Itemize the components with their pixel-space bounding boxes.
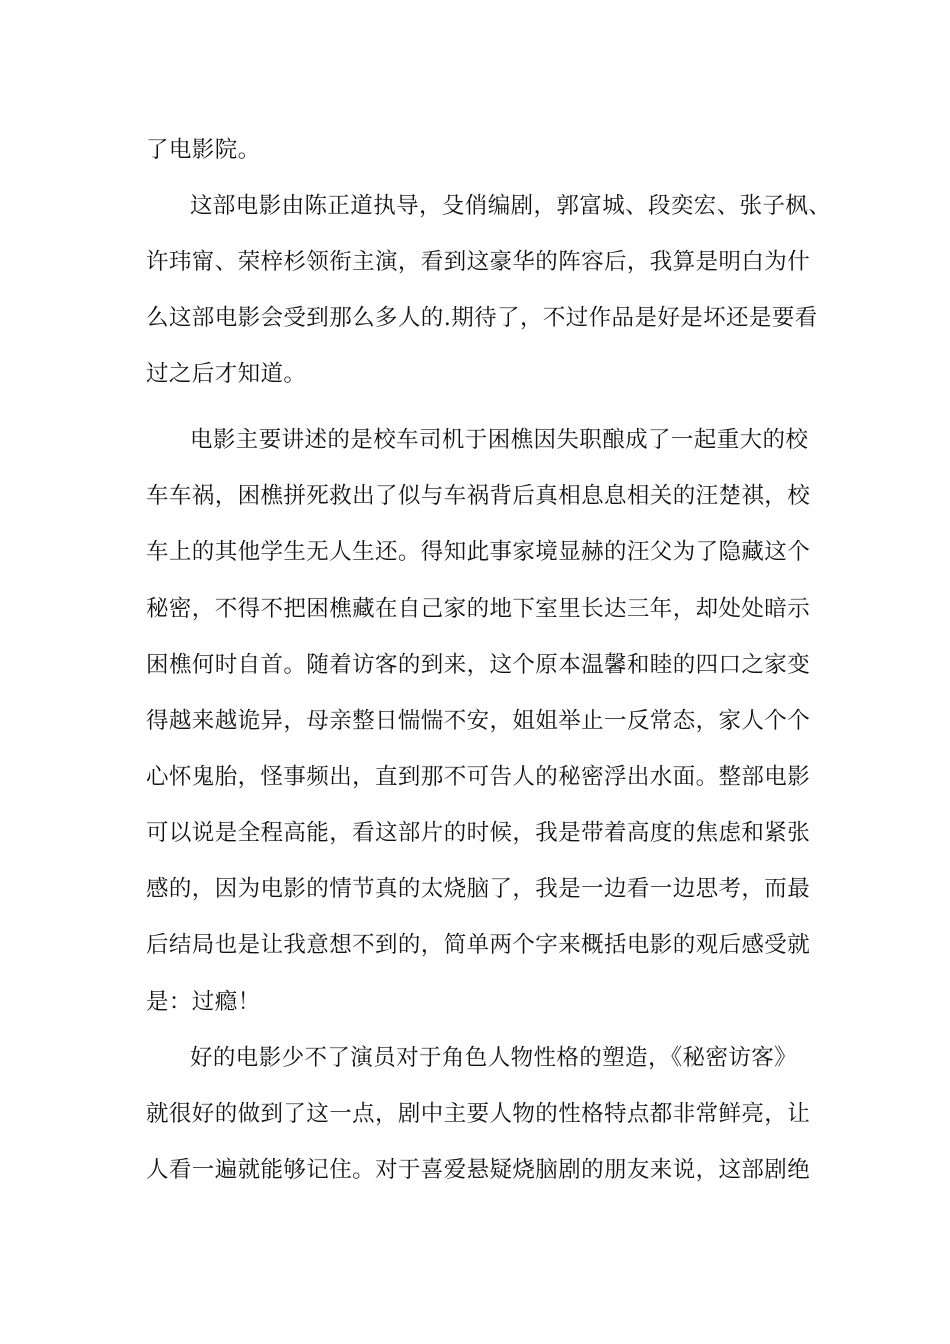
text-line: 人看一遍就能够记住。对于喜爱悬疑烧脑剧的朋友来说，这部剧绝: [146, 1157, 811, 1183]
text-line: 过之后才知道。: [146, 361, 307, 387]
paragraph-first-line: 好的电影少不了演员对于角色人物性格的塑造，《秘密访客》: [190, 1045, 798, 1071]
text-line: 得越来越诡异，母亲整日惴惴不安，姐姐举止一反常态，家人个个: [146, 708, 811, 734]
text-line: 秘密，不得不把困樵藏在自己家的地下室里长达三年，却处处暗示: [146, 596, 811, 622]
text-line: 心怀鬼胎，怪事频出，直到那不可告人的秘密浮出水面。整部电影: [146, 764, 811, 790]
text-line: 了电影院。: [146, 137, 261, 163]
text-line: 么这部电影会受到那么多人的.期待了，不过作品是好是坏还是要看: [146, 305, 818, 331]
paragraph-first-line: 电影主要讲述的是校车司机于困樵因失职酿成了一起重大的校: [190, 427, 809, 453]
text-line: 车上的其他学生无人生还。得知此事家境显赫的汪父为了隐藏这个: [146, 539, 811, 565]
text-line: 困樵何时自首。随着访客的到来，这个原本温馨和睦的四口之家变: [146, 652, 811, 678]
text-line: 就很好的做到了这一点，剧中主要人物的性格特点都非常鲜亮，让: [146, 1101, 811, 1127]
text-line: 许玮甯、荣梓杉领衔主演，看到这豪华的阵容后，我算是明白为什: [146, 249, 811, 275]
text-line: 感的，因为电影的情节真的太烧脑了，我是一边看一边思考，而最: [146, 876, 811, 902]
paragraph-first-line: 这部电影由陈正道执导，殳俏编剧，郭富城、段奕宏、张子枫、: [190, 193, 832, 219]
text-line: 车车祸，困樵拼死救出了似与车祸背后真相息息相关的汪楚祺，校: [146, 483, 811, 509]
text-line: 是：过瘾！: [146, 989, 261, 1015]
text-line: 后结局也是让我意想不到的，简单两个字来概括电影的观后感受就: [146, 932, 811, 958]
text-line: 可以说是全程高能，看这部片的时候，我是带着高度的焦虑和紧张: [146, 820, 811, 846]
